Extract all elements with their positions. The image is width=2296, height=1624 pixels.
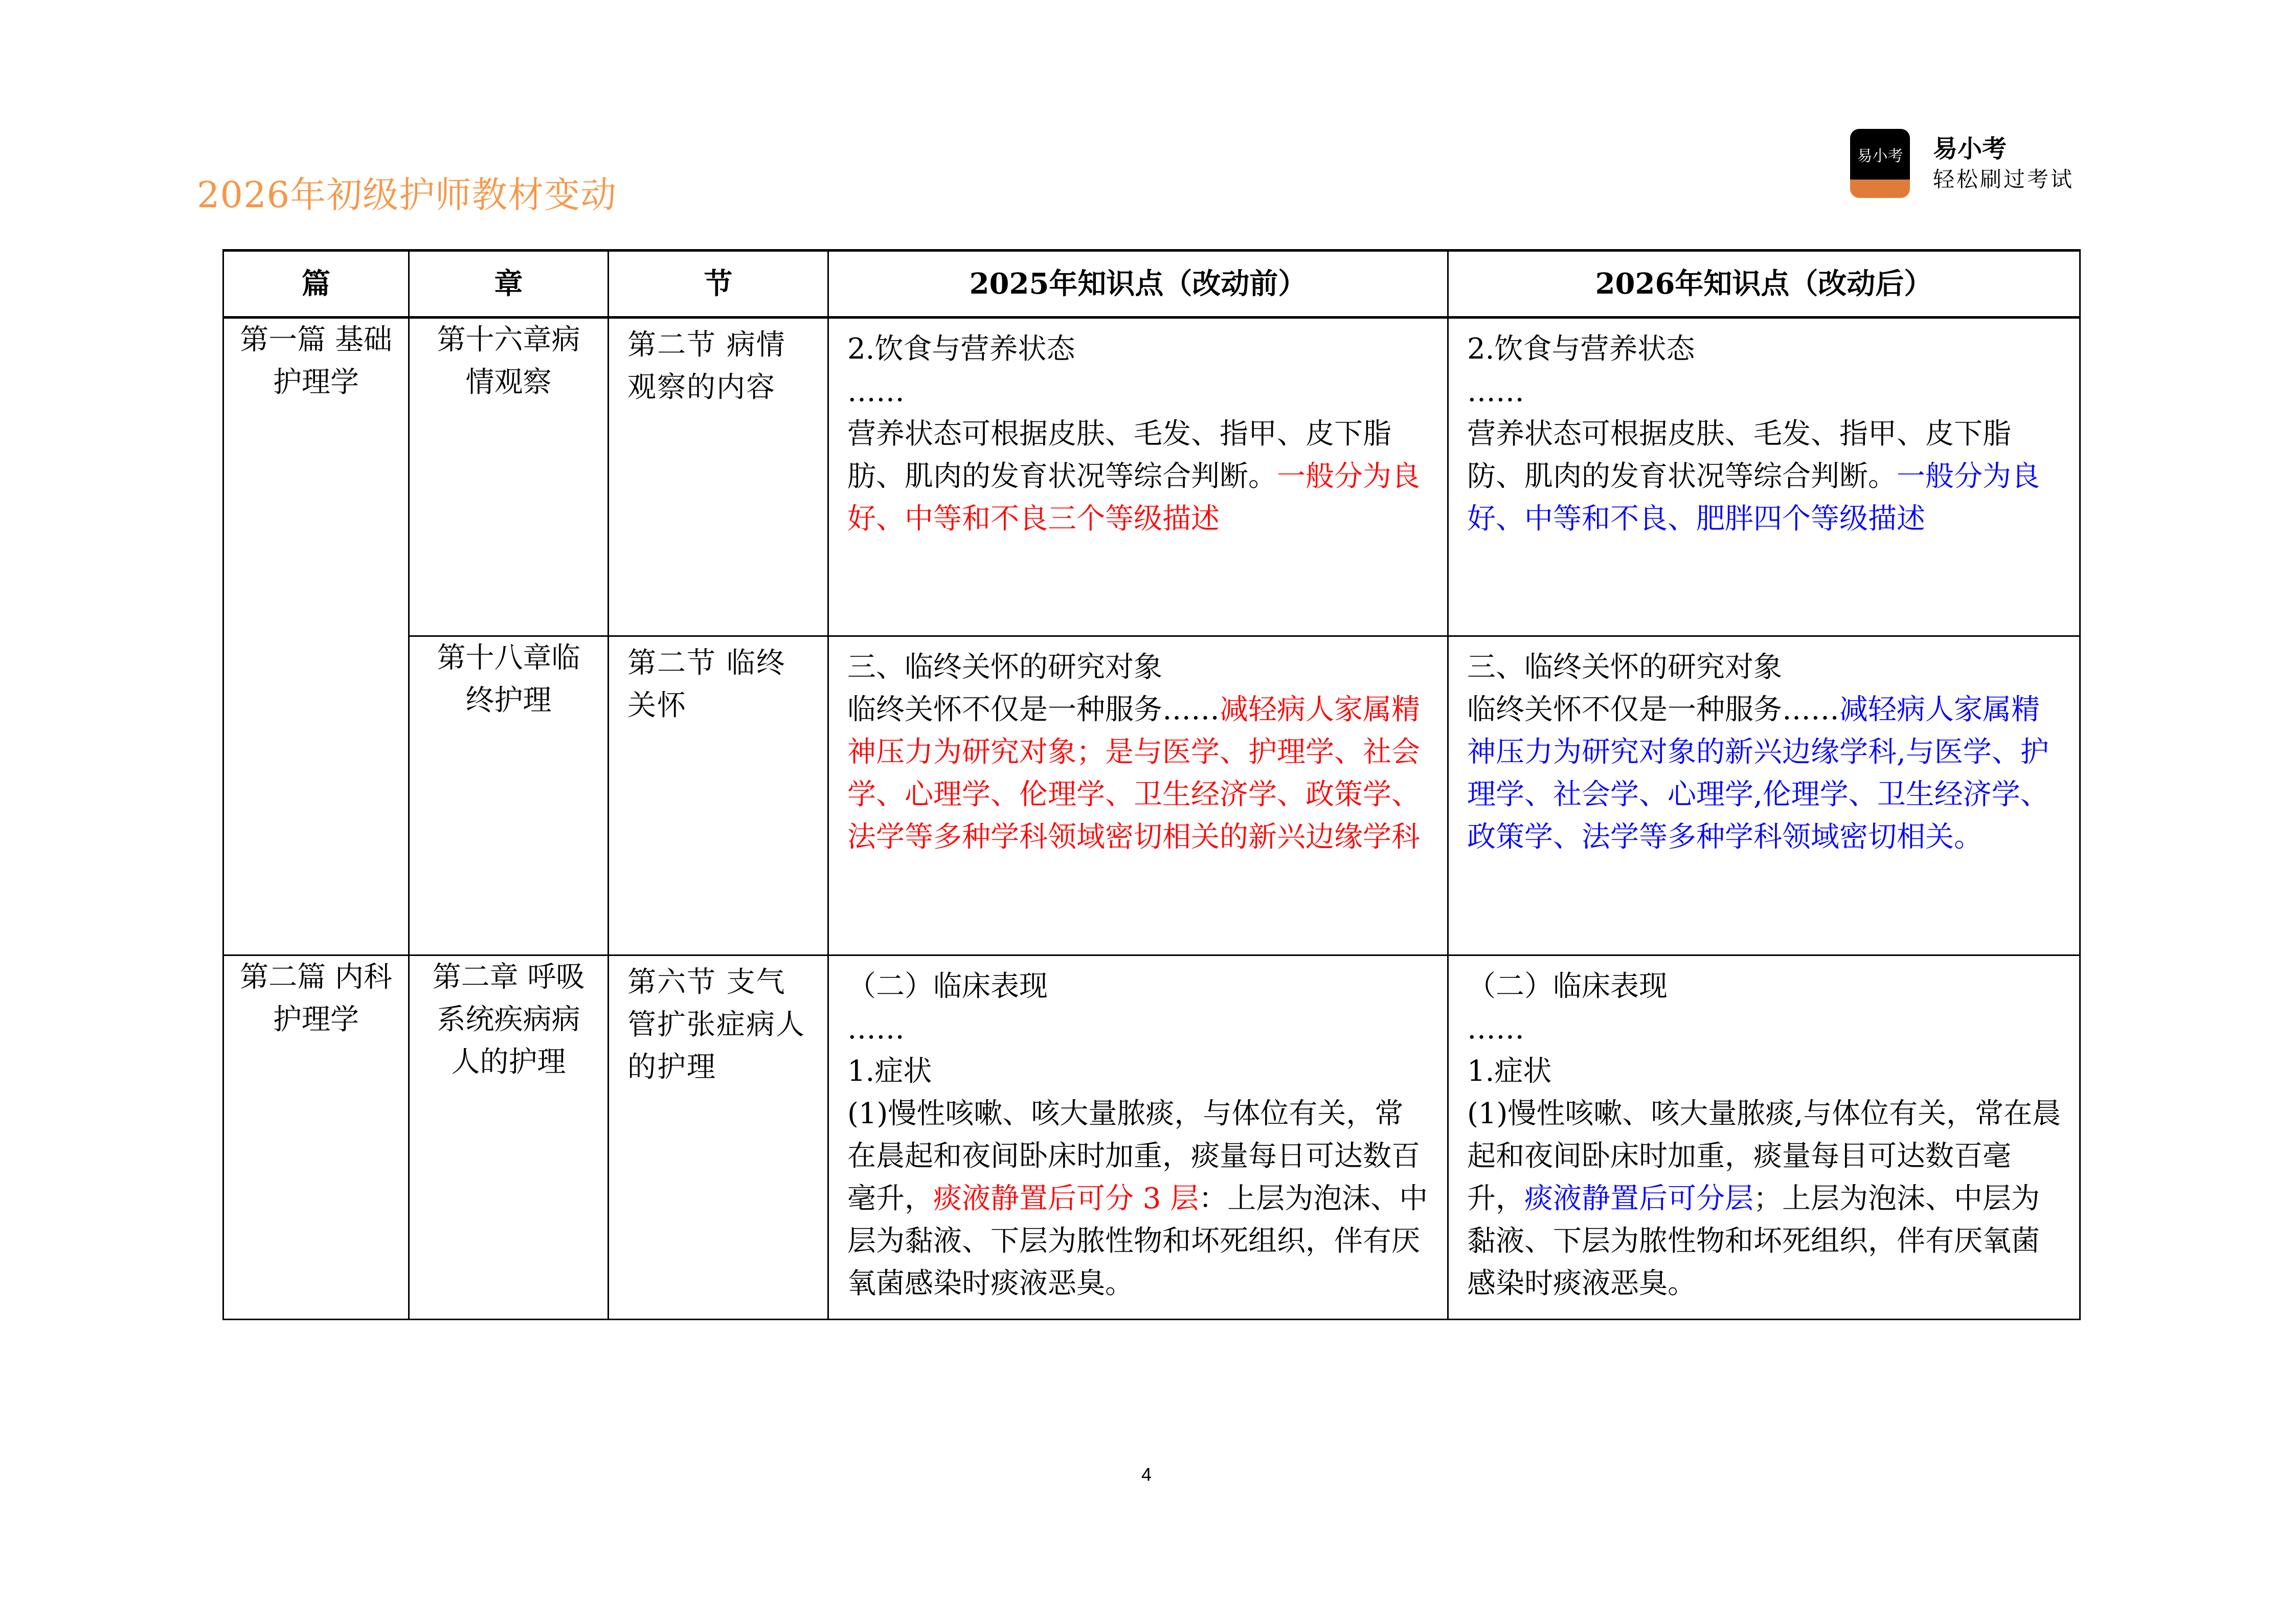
unchanged-text: (1)慢性咳嗽、咳大量脓痰，与体位有关，常在晨起和夜间卧床时加重，痰量每日可达数百毫升， [847, 1097, 1420, 1215]
col-header-part: 篇 [223, 251, 409, 318]
after-cell [1448, 955, 2080, 1320]
content-heading: （二）临床表现 [847, 970, 1048, 1003]
removed-text: 一般分为良好、中等和不良三个等级描述 [847, 460, 1420, 536]
content-heading: （二）临床表现 [1467, 970, 1668, 1003]
app-icon-label: 易小考 [1850, 129, 1910, 180]
content-heading: 2.饮食与营养状态 [1467, 332, 1695, 366]
content-subheading: 1.症状 [1467, 1055, 1552, 1088]
page-title: 2026年初级护师教材变动 [197, 174, 617, 216]
content-heading: 三、临终关怀的研究对象 [1467, 651, 1782, 684]
part-cell: 第二篇 内科护理学 [223, 955, 409, 1320]
content-paragraph [1467, 688, 2064, 858]
unchanged-text: 营养状态可根据皮肤、毛发、指甲、皮下脂肪、肌肉的发育状况等综合判断。 [847, 417, 1391, 493]
after-cell [1448, 318, 2080, 636]
added-text: 一般分为良好、中等和不良、肥胖四个等级描述 [1467, 460, 2040, 536]
content-paragraph [847, 1093, 1432, 1305]
brand-name: 易小考 [1933, 134, 2007, 163]
comparison-table [222, 249, 2081, 1320]
unchanged-text: ；上层为泡沫、中层为黏液、下层为脓性物和坏死组织，伴有厌氧菌感染时痰液恶臭。 [1467, 1182, 2040, 1300]
table-row [223, 955, 2080, 1320]
chapter-cell: 第十八章临终护理 [409, 636, 609, 955]
col-header-before: 2025年知识点（改动前） [828, 251, 1448, 318]
unchanged-text: 临终关怀不仅是一种服务…… [847, 693, 1220, 726]
section-cell: 第二节 病情观察的内容 [609, 318, 828, 636]
content-paragraph [1467, 413, 2064, 540]
content-paragraph [847, 413, 1432, 540]
unchanged-text: 临终关怀不仅是一种服务…… [1467, 693, 1839, 726]
ellipsis: …… [847, 1012, 905, 1045]
table-row [223, 636, 2080, 955]
removed-text: 减轻病人家属精神压力为研究对象；是与医学、护理学、社会学、心理学、伦理学、卫生经济学、政策学、法学等多种学科领域密切相关的新兴边缘学科 [847, 693, 1420, 854]
unchanged-text: (1)慢性咳嗽、咳大量脓痰,与体位有关，常在晨起和夜间卧床时加重，痰量每目可达数百毫升， [1467, 1097, 2061, 1215]
brand-slogan: 轻松刷过考试 [1933, 166, 2075, 192]
ellipsis: …… [1467, 375, 1524, 408]
content-heading: 2.饮食与营养状态 [847, 332, 1075, 366]
ellipsis: …… [847, 375, 905, 408]
app-icon-accent [1850, 180, 1910, 198]
before-cell [828, 318, 1448, 636]
brand-logo [1850, 129, 2074, 198]
col-header-chapter: 章 [409, 251, 609, 318]
ellipsis: …… [1467, 1012, 1524, 1045]
added-text: 痰液静置后可分层 [1524, 1182, 1753, 1215]
col-header-section: 节 [609, 251, 828, 318]
before-cell [828, 955, 1448, 1320]
part-cell: 第一篇 基础护理学 [223, 318, 409, 955]
section-cell: 第二节 临终关怀 [609, 636, 828, 955]
unchanged-text: 营养状态可根据皮肤、毛发、指甲、皮下脂防、肌肉的发育状况等综合判断。 [1467, 417, 2011, 493]
removed-text: 痰液静置后可分 3 层 [933, 1182, 1199, 1215]
chapter-cell: 第十六章病情观察 [409, 318, 609, 636]
content-paragraph [847, 688, 1432, 858]
content-subheading: 1.症状 [847, 1055, 932, 1088]
after-cell [1448, 636, 2080, 955]
before-cell [828, 636, 1448, 955]
table-row [223, 318, 2080, 636]
section-cell: 第六节 支气管扩张症病人的护理 [609, 955, 828, 1320]
page-number: 4 [1141, 1464, 1152, 1485]
col-header-after: 2026年知识点（改动后） [1448, 251, 2080, 318]
unchanged-text: ：上层为泡沫、中层为黏液、下层为脓性物和坏死组织，伴有厌氧菌感染时痰液恶臭。 [847, 1182, 1428, 1300]
content-paragraph [1467, 1093, 2064, 1305]
chapter-cell: 第二章 呼吸系统疾病病人的护理 [409, 955, 609, 1320]
app-icon [1850, 129, 1910, 198]
content-heading: 三、临终关怀的研究对象 [847, 651, 1162, 684]
added-text: 减轻病人家属精神压力为研究对象的新兴边缘学科,与医学、护理学、社会学、心理学,伦理学、卫生经济学、政策学、法学等多种学科领域密切相关。 [1467, 693, 2049, 854]
table-header-row [223, 251, 2080, 318]
